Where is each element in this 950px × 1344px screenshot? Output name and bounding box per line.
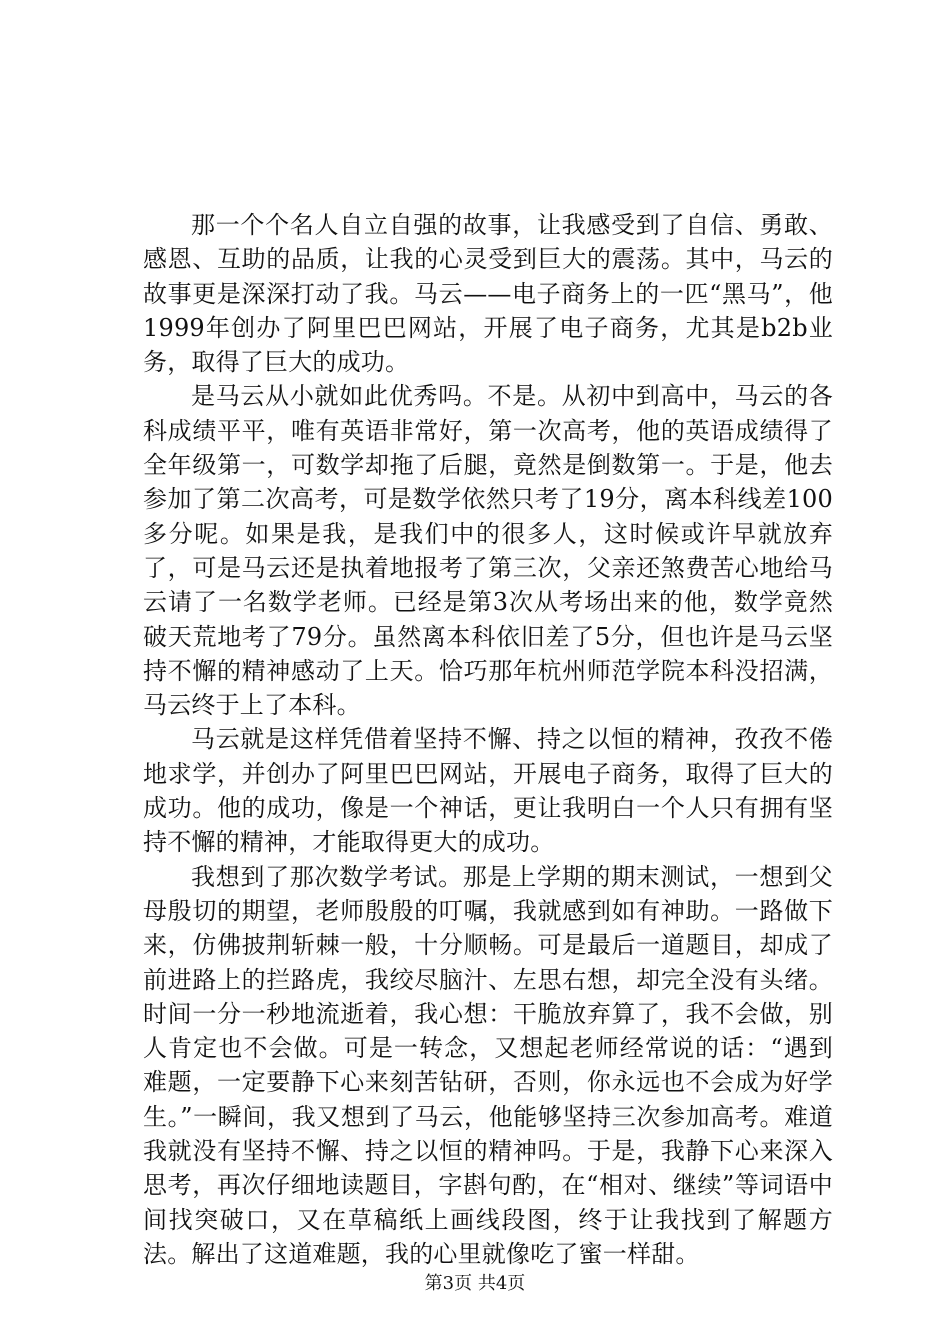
document-body — [143, 208, 833, 1271]
paragraph-3: 马云就是这样凭借着坚持不懈、持之以恒的精神，孜孜不倦地求学，并创办了阿里巴巴网站，开展电子商务，取得了巨大的成功。他的成功，像是一个神话，更让我明白一个人只有拥有坚持不懈的精神，才能取得更大的成功。 — [143, 725, 833, 857]
paragraph-1: 那一个个名人自立自强的故事，让我感受到了自信、勇敢、感恩、互助的品质，让我的心灵受到巨大的震荡。其中，马云的故事更是深深打动了我。马云——电子商务上的一匹“黑马”，他1999年创办了阿里巴巴网站，开展了电子商务，尤其是b2b业务，取得了巨大的成功。 — [143, 211, 833, 377]
paragraph-2: 是马云从小就如此优秀吗。不是。从初中到高中，马云的各科成绩平平，唯有英语非常好，第一次高考，他的英语成绩得了全年级第一，可数学却拖了后腿，竟然是倒数第一。于是，他去参加了第二次高考，可是数学依然只考了19分，离本科线差100多分呢。如果是我，是我们中的很多人，这时候或许早就放弃了，可是马云还是执着地报考了第三次，父亲还煞费苦心地给马云请了一名数学老师。已经是第3次从考场出来的他，数学竟然破天荒地考了79分。虽然离本科依旧差了5分，但也许是马云坚持不懈的精神感动了上天。恰巧那年杭州师范学院本科没招满，马云终于上了本科。 — [143, 382, 833, 720]
paragraph-4: 我想到了那次数学考试。那是上学期的期末测试，一想到父母殷切的期望，老师殷殷的叮嘱，我就感到如有神助。一路做下来，仿佛披荆斩棘一般，十分顺畅。可是最后一道题目，却成了前进路上的拦路虎，我绞尽脑汁、左思右想，却完全没有头绪。时间一分一秒地流逝着，我心想：干脆放弃算了，我不会做，别人肯定也不会做。可是一转念，又想起老师经常说的话：“遇到难题，一定要静下心来刻苦钻研，否则，你永远也不会成为好学生。”一瞬间，我又想到了马云，他能够坚持三次参加高考。难道我就没有坚持不懈、持之以恒的精神吗。于是，我静下心来深入思考，再次仔细地读题目，字斟句酌，在“相对、继续”等词语中间找突破口，又在草稿纸上画线段图，终于让我找到了解题方法。解出了这道难题，我的心里就像吃了蜜一样甜。 — [143, 862, 833, 1268]
page-footer: 第3页 共4页 — [424, 1273, 526, 1294]
